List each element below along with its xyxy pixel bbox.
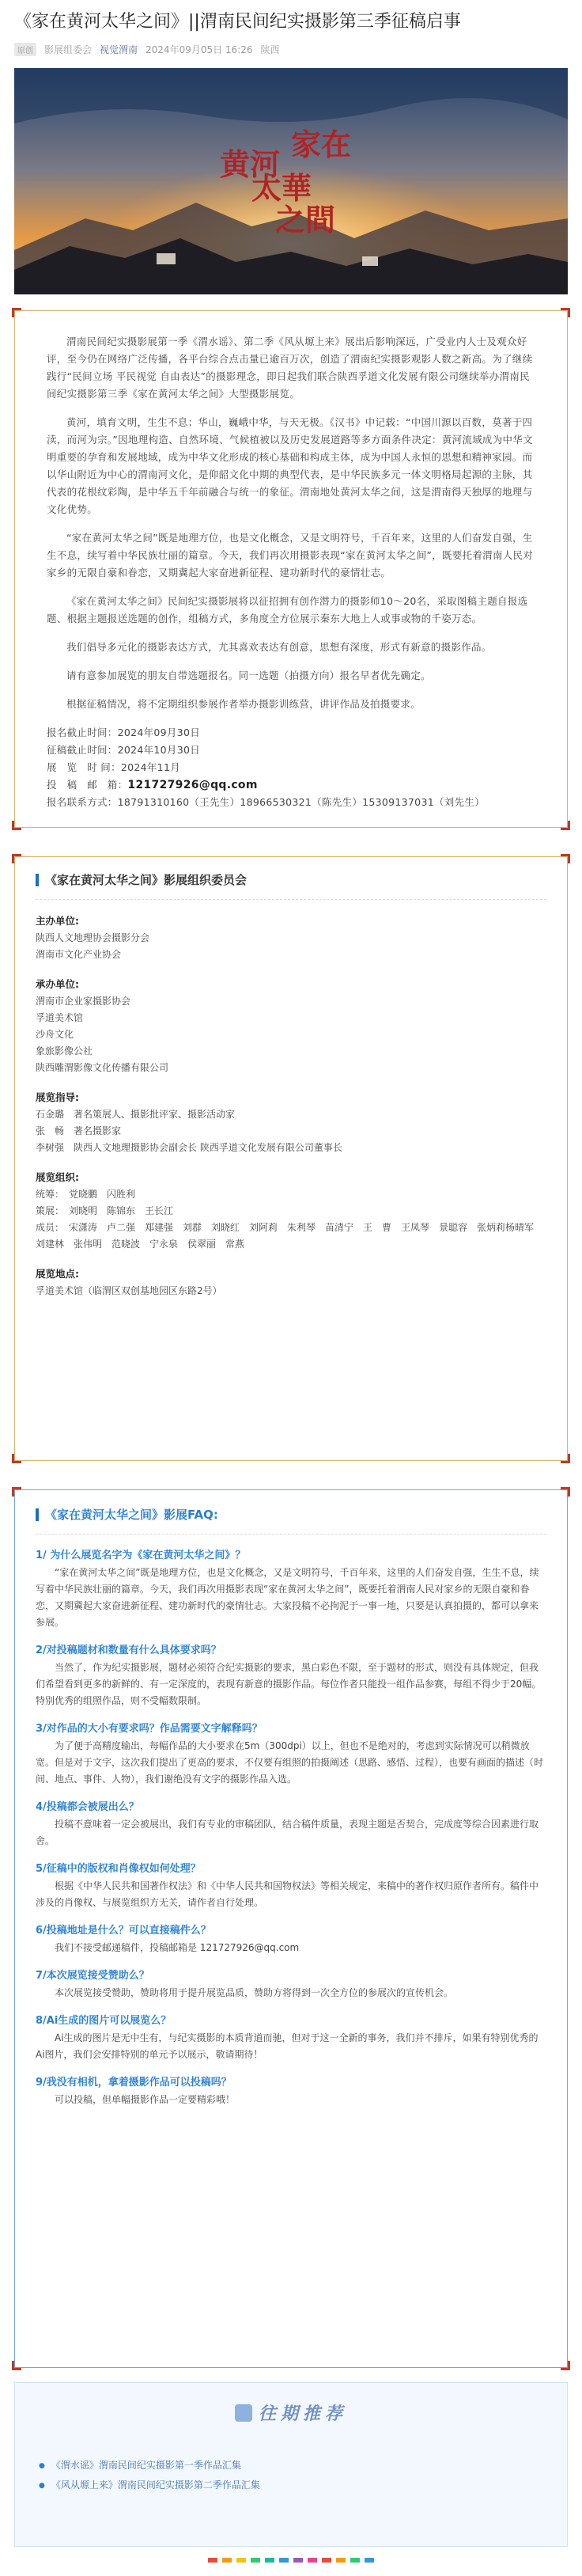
org-line: 渭南市文化产业协会 (36, 949, 122, 960)
frame-corner (561, 854, 570, 863)
faq-heading (36, 1506, 546, 1535)
past-title (15, 2400, 567, 2425)
org-line: 沙舟文化 (36, 1029, 74, 1040)
deco-dot (251, 2558, 260, 2563)
hero-calligraphy-1: 家在 (291, 127, 352, 162)
past-link-list (39, 2456, 260, 2495)
deco-dot (279, 2558, 289, 2563)
org-group-title: 承办单位: (36, 978, 79, 990)
org-line: 象旅影像公社 (36, 1045, 93, 1057)
faq-answer: “家在黄河太华之间”既是地理方位，也是文化概念，又是文明符号，千百年来，这里的人们奋发自强，生生不息，续写着中华民族壮丽的篇章。今天，我们再次用摄影表现“家在黄河太华之间”，既要托着渭南人民对家乡的无限自豪和眷恋，又期冀起大家奋进新征程、建功新时代的豪情壮志。大家投稿不必拘泥于一事一地，只要是认真拍摄的，都可以拿来参展。 (36, 1567, 539, 1628)
heading-bar-icon (36, 1508, 39, 1521)
faq-question: 4/投稿都会被展出么？ (36, 1801, 139, 1813)
org-line: 渭南市企业家摄影协会 (36, 996, 131, 1007)
faq-answer: 可以投稿，但单幅摄影作品一定要精彩哦！ (55, 2094, 236, 2105)
frame-corner (561, 2361, 570, 2370)
exhibition-time: 展 览 时 间：2024年11月 (47, 761, 180, 773)
org-group-title: 展览组织: (36, 1171, 79, 1183)
original-tag: 原创 (14, 43, 36, 56)
intro-paragraph: 渭南民间纪实摄影展第一季《渭水谣》、第二季《风从塬上来》展出后影响深远，广受业内人士及观众好评，至今仍在网络广泛传播，各平台综合点击量已逾百万次，创造了渭南纪实摄影观影人数之新高。为了继续践行“民间立场 平民视觉 自由表达”的摄影理念，即日起我们联合陕西孚道文化发展有限公司继续举办渭南民间纪实摄影第三季《家在黄河太华之间》大型摄影展览。 (47, 336, 533, 400)
org-line: 张 畅 著名摄影家 (36, 1125, 122, 1136)
org-line: 成员： 宋潇涛 卢二强 郑建强 刘群 刘晓红 刘阿莉 朱利琴 苗清宁 王 曹 王凤琴 景聪容 张炳莉杨晴军 刘建林 张伟明 范晓波 宁永泉 侯翠丽 常燕 (36, 1222, 544, 1250)
recommend-icon (235, 2404, 252, 2422)
org-group-staff (36, 1169, 546, 1253)
publish-datetime: 2024年09月05日 16:26 (146, 44, 253, 55)
committee-heading (36, 871, 546, 900)
frame-corner (12, 1454, 21, 1463)
hero-calligraphy-4: 之間 (275, 202, 336, 237)
frame-corner (561, 308, 570, 317)
faq-answer: 投稿不意味着一定会被展出，我们有专业的审稿团队，结合稿件质量，表现主题是否契合，完成度等综合因素进行取舍。 (36, 1819, 539, 1846)
past-link-2[interactable]: ● 《风从塬上来》渭南民间纪实摄影第二季作品汇集 (39, 2475, 260, 2495)
faq-answer: 为了便于高精度输出，每幅作品的大小要求在5m（300dpi）以上，但也不是绝对的，考虑到实际情况可以稍微放宽。但是对于文字，这次我们提出了更高的要求，不仅要有组照的拍摄阐述（思路、感悟、过程），也要有画面的描述（时间、地点、事件、人物），我们谢绝没有文字的摄影作品入选。 (36, 1740, 544, 1785)
committee-heading-text: 《家在黄河太华之间》影展组织委员会 (45, 873, 248, 887)
deco-dot (208, 2558, 217, 2563)
hero-image (14, 68, 568, 294)
org-group-host (36, 912, 546, 963)
frame-corner (561, 1487, 570, 1497)
intro-section (14, 310, 568, 828)
deco-dot (336, 2558, 346, 2563)
org-line: 李树强 陕西人文地理摄影协会副会长 陕西孚道文化发展有限公司董事长 (36, 1142, 342, 1153)
frame-corner (12, 308, 21, 317)
org-group-organizer (36, 976, 546, 1076)
faq-section (14, 1489, 568, 2368)
org-line: 陕西人文地理协会摄影分会 (36, 932, 150, 943)
email-label: 投 稿 邮 箱： (47, 779, 128, 791)
intro-paragraph: 《家在黄河太华之间》民间纪实摄影展将以征招拥有创作潜力的摄影师10～20名，采取图稿主题自报选题、根据主题报送选题的创作，组稿方式，多角度全方位展示秦东大地上人或事或物的千姿万态。 (47, 595, 528, 624)
faq-answer: 根据《中华人民共和国著作权法》和《中华人民共和国物权法》等相关规定，来稿中的著作权归原作者所有。稿件中涉及的肖像权、与展览组织方无关，请作者自行处理。 (36, 1880, 539, 1908)
deco-dot (365, 2558, 374, 2563)
org-line: 统筹： 党晓鹏 闪胜利 (36, 1189, 136, 1200)
author-name: 影展组委会 (44, 44, 93, 55)
frame-corner (12, 1487, 21, 1497)
faq-question: 6/投稿地址是什么？可以直接稿件么？ (36, 1925, 211, 1937)
heading-bar-icon (36, 874, 39, 886)
faq-question: 3/对作品的大小有要求吗？作品需要文字解释吗？ (36, 1723, 263, 1735)
org-group-venue (36, 1265, 546, 1299)
intro-paragraph: 我们倡导多元化的摄影表达方式，尤其喜欢表达有创意，思想有深度，形式有新意的摄影作品。 (66, 641, 492, 653)
faq-question: 2/对投稿题材和数量有什么具体要求吗？ (36, 1645, 221, 1656)
org-line: 策展： 刘晓明 陈锦东 王长江 (36, 1205, 174, 1216)
past-recommendations (14, 2382, 568, 2547)
org-line: 石金璐 著名策展人、摄影批评家、摄影活动家 (36, 1109, 236, 1120)
faq-answer: 本次展览接受赞助，赞助将用于提升展览品质，赞助方将得到一次全方位的参展次的宣传机会。 (55, 1987, 454, 1998)
deco-dot (322, 2558, 331, 2563)
org-line: 孚道美术馆 (36, 1012, 84, 1023)
frame-corner (561, 821, 570, 830)
committee-section (14, 856, 568, 1461)
deco-dot (222, 2558, 232, 2563)
org-group-title: 展览地点: (36, 1268, 79, 1280)
signup-deadline: 报名截止时间：2024年09月30日 (47, 727, 201, 738)
org-group-title: 展览指导: (36, 1091, 79, 1103)
intro-paragraph: “家在黄河太华之间”既是地理方位，也是文化概念，又是文明符号，千百年来，这里的人们奋发自强，生生不息，续写着中华民族壮丽的篇章。今天，我们再次用摄影表现“家在黄河太华之间”，既要托着渭南人民对家乡的无限自豪和眷恋，又期冀起大家奋进新征程、建功新时代的豪情壮志。 (47, 532, 534, 579)
org-line: 陕西雕渭影像文化传播有限公司 (36, 1062, 169, 1073)
contact-info: 报名联系方式：18791310160（王先生）18966530321（陈先生）15309137031（刘先生） (47, 796, 485, 808)
faq-question: 9/我没有相机，拿着摄影作品可以投稿吗？ (36, 2077, 232, 2088)
faq-answer: 我们不接受邮递稿件，投稿邮箱是 121727926@qq.com (55, 1942, 300, 1953)
faq-answer: Ai生成的图片是无中生有，与纪实摄影的本质背道而驰，但对于这一全新的事务，我们并不排斥，如果有特别优秀的Ai图片，我们会安排特别的单元予以展示，敬请期待！ (36, 2032, 539, 2060)
email-line (47, 776, 535, 794)
article-title: 《家在黄河太华之间》||渭南民间纪实摄影第三季征稿启事 (14, 12, 461, 32)
past-link-1[interactable]: ● 《渭水谣》渭南民间纪实摄影第一季作品汇集 (39, 2456, 260, 2475)
deco-dot (350, 2558, 360, 2563)
faq-question: 8/Ai生成的图片可以展览么？ (36, 2015, 172, 2027)
faq-question: 1/ 为什么展览名字为《家在黄河太华之间》？ (36, 1550, 246, 1561)
frame-corner (561, 1454, 570, 1463)
org-line: 孚道美术馆（临渭区双创基地园区东路2号） (36, 1285, 222, 1296)
hero-calligraphy-3: 太華 (251, 170, 312, 206)
deadline-list (47, 724, 535, 811)
org-group-advisors (36, 1089, 546, 1156)
intro-paragraph: 黄河，填育文明，生生不息；华山，巍峨中华，与天无极。《汉书》中记载：“中国川源以百数，莫著于四渎，而河为宗。”因地理构造、自然环境、气候植被以及历史发展道路等多方面条件决定：黄河流域成为中华文明重要的孕育和发展地域，成为中华文化形成的核心基础和构成主体，成为中国人永恒的思想和精神家园。而以华山附近为中心的渭南河文化，是仰韶文化中期的典型代表，是中华民族多元一体文明格局起源的主脉，其代表的花根纹彩陶，是中华五千年前融合与统一的象征。渭南地处黄河太华之间，这是渭南得天独厚的地理与文化优势。 (47, 416, 533, 515)
faq-answer: 当然了，作为纪实摄影展，题材必须符合纪实摄影的要求，黑白彩色不限，至于题材的形式，则没有具体规定，但我们希望看到更多的新鲜的、有一定深度的，表现有新意的摄影作品。每位作者只能投一组作品参赛，每组不得少于20幅。特别优秀的组照作品，则不受幅数限制。 (36, 1662, 542, 1706)
deco-dot (236, 2558, 246, 2563)
submission-email[interactable]: 121727926@qq.com (127, 779, 258, 791)
intro-paragraph: 根据征稿情况，将不定期组织参展作者举办摄影训练营，讲评作品及拍摄要求。 (66, 698, 421, 710)
past-title-text: 往期推荐 (258, 2404, 347, 2424)
intro-paragraph: 请有意参加展览的朋友自带选题报名。同一选题（拍摄方向）报名早者优先确定。 (66, 670, 431, 681)
frame-corner (12, 821, 21, 830)
account-link[interactable]: 视觉渭南 (100, 44, 138, 55)
deco-dot (308, 2558, 317, 2563)
faq-heading-text: 《家在黄河太华之间》影展FAQ: (45, 1508, 218, 1522)
submission-deadline: 征稿截止时间：2024年10月30日 (47, 744, 201, 756)
hero-calligraphy-2: 黄河 (220, 146, 281, 182)
publish-location: 陕西 (260, 44, 280, 55)
deco-dot (265, 2558, 274, 2563)
faq-question: 5/征稿中的版权和肖像权如何处理？ (36, 1863, 201, 1875)
frame-corner (12, 2361, 21, 2370)
frame-corner (12, 854, 21, 863)
decorative-dot-strip (0, 2558, 582, 2563)
article-meta (14, 41, 280, 57)
org-group-title: 主办单位: (36, 915, 79, 927)
deco-dot (293, 2558, 303, 2563)
faq-question: 7/本次展览接受赞助么？ (36, 1970, 149, 1982)
